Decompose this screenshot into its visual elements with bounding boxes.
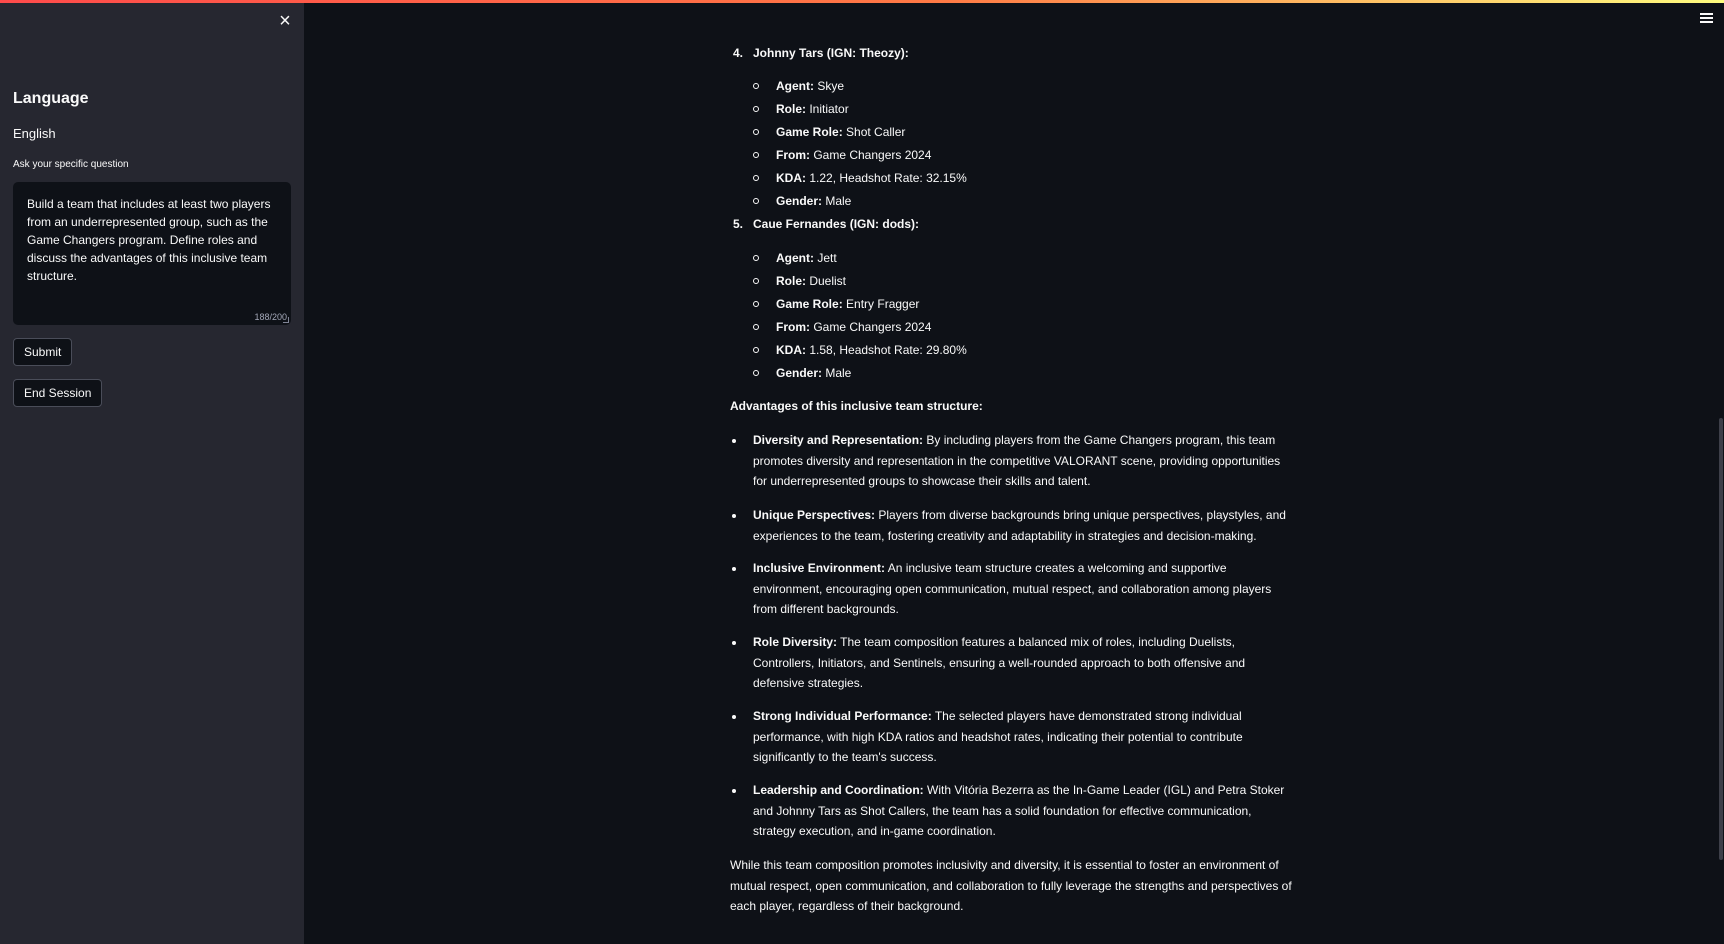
top-decoration-bar [0,0,1724,3]
bullet-icon [753,301,759,307]
player-field: From: Game Changers 2024 [776,148,932,162]
advantage-item: Unique Perspectives: Players from diverse backgrounds bring unique perspectives, playstyles, and experiences to the team, fostering creativity and adaptability in strategies and decision-making. [753,508,1286,543]
question-label: Ask your specific question [13,159,129,170]
bullet-icon [753,106,759,112]
submit-button[interactable]: Submit [13,338,72,366]
advantage-item: Strong Individual Performance: The selected players have demonstrated strong individual performance, with high KDA ratios and headshot rates, indicating their potential to contribute significantly to the team's success. [753,709,1243,764]
bullet-icon [753,83,759,89]
player-field: Agent: Skye [776,79,845,93]
list-number: 5. [733,217,744,231]
bullet-icon [753,175,759,181]
player-field: Role: Initiator [776,102,849,116]
closing-paragraph: While this team composition promotes inclusivity and diversity, it is essential to foster an environment of mutual respect, open communication, and collaboration to fully leverage the strengths and perspectives of each player, regardless of their background. [730,858,1292,913]
advantage-item: Diversity and Representation: By including players from the Game Changers program, this team promotes diversity and representation in the competitive VALORANT scene, providing opportunities for underrepresented groups to showcase their skills and talent. [753,433,1281,488]
main-scrollbar[interactable] [1719,418,1723,860]
advantages-heading: Advantages of this inclusive team structure: [730,399,983,413]
advantage-item: Inclusive Environment: An inclusive team structure creates a welcoming and supportive environment, encouraging open communication, mutual respect, and collaboration among players from different backgrounds. [753,561,1272,616]
bullet-icon [753,198,759,204]
bullet-icon [753,278,759,284]
player-field: Agent: Jett [776,251,837,265]
bullet-icon [732,789,736,793]
bullet-icon [753,255,759,261]
language-heading: Language [13,90,89,107]
player-title: Johnny Tars (IGN: Theozy): [753,46,909,60]
player-field: Game Role: Entry Fragger [776,297,920,311]
player-field: Game Role: Shot Caller [776,125,906,139]
bullet-icon [753,370,759,376]
hamburger-menu-icon[interactable] [1700,13,1713,26]
bullet-icon [753,152,759,158]
end-session-button[interactable]: End Session [13,379,102,407]
player-field: Gender: Male [776,366,852,380]
player-field: Role: Duelist [776,274,847,288]
sidebar [0,0,304,944]
advantage-item: Leadership and Coordination: With Vitória Bezerra as the In-Game Leader (IGL) and Petra Stoker and Johnny Tars as Shot Callers, the team has a solid foundation for effective communication, strategy execution, and in-game coordination. [753,783,1285,838]
close-icon[interactable]: × [279,10,291,32]
bullet-icon [732,439,736,443]
player-heading [730,46,909,60]
player-field: KDA: 1.58, Headshot Rate: 29.80% [776,343,967,357]
resize-handle-icon[interactable] [283,317,289,323]
bullet-icon [732,641,736,645]
bullet-icon [753,347,759,353]
bullet-icon [753,129,759,135]
bullet-icon [732,715,736,719]
player-field: Gender: Male [776,194,852,208]
player-heading [730,217,919,231]
list-number: 4. [733,46,744,60]
player-field: KDA: 1.22, Headshot Rate: 32.15% [776,171,967,185]
language-value: English [13,126,56,141]
player-title: Caue Fernandes (IGN: dods): [753,217,920,231]
char-counter: 188/200 [254,312,287,322]
player-field: From: Game Changers 2024 [776,320,932,334]
bullet-icon [732,567,736,571]
advantage-item: Role Diversity: The team composition features a balanced mix of roles, including Duelists, Controllers, Initiators, and Sentinels, ensuring a well-rounded approach to both offensive and defensive strategies. [753,635,1246,690]
question-textarea[interactable] [13,182,291,325]
question-text[interactable]: Build a team that includes at least two players from an underrepresented group, such as the Game Changers program. Define roles and discuss the advantages of this inclusive team structure. [27,197,271,283]
bullet-icon [753,324,759,330]
bullet-icon [732,514,736,518]
